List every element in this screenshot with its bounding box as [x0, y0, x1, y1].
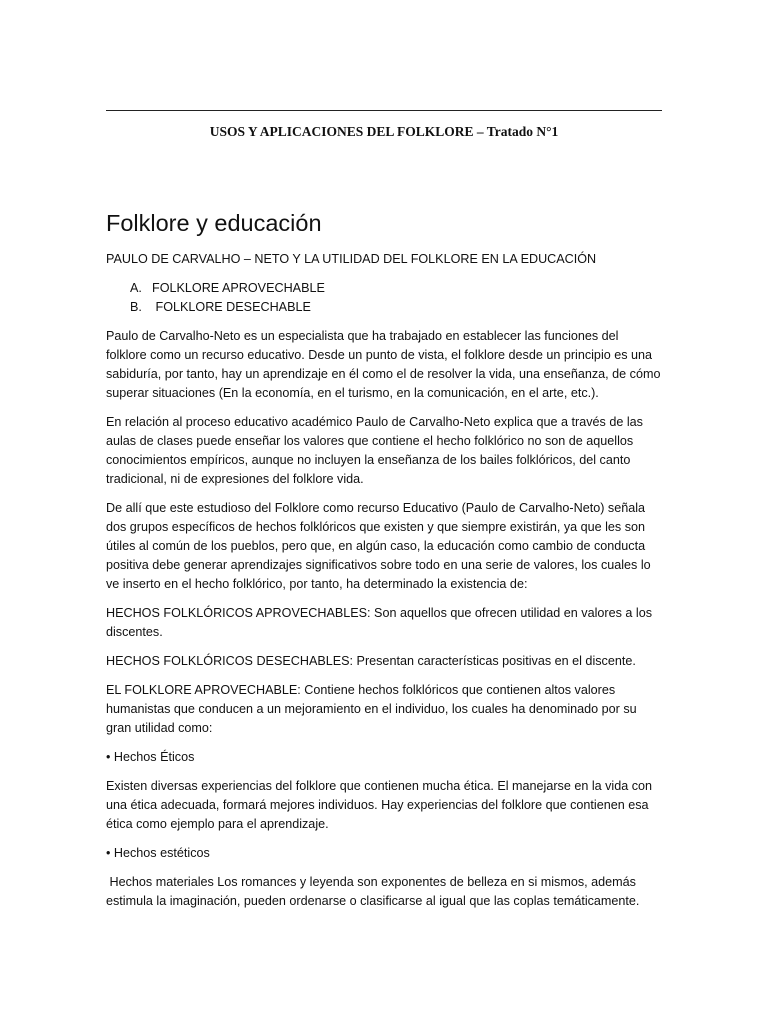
- list-marker: A.: [130, 281, 142, 295]
- list-item-text: FOLKLORE APROVECHABLE: [152, 281, 325, 295]
- paragraph: Existen diversas experiencias del folklore que contienen mucha ética. El manejarse en la vida con una ética adecuada, formará mejores individuos. Hay experiencias del folklore que contienen esa ética como ejemplo para el aprendizaje.: [106, 779, 653, 831]
- paragraph: HECHOS FOLKLÓRICOS APROVECHABLES: Son aquellos que ofrecen utilidad en valores a los discentes.: [106, 606, 652, 639]
- paragraph: Paulo de Carvalho-Neto es un especialista que ha trabajado en establecer las funciones del folklore como un recurso educativo. Desde un punto de vista, el folklore desde un principio es una sabiduría, por tanto, hay un aprendizaje en él como el de resolver la vida, una enseñanza, de cómo superar situaciones (En la economía, en el turismo, en la comunicación, en el arte, etc.).: [106, 329, 661, 400]
- paragraph: EL FOLKLORE APROVECHABLE: Contiene hechos folklóricos que contienen altos valores humanistas que conducen a un mejoramiento en el individuo, los cuales ha denominado por su gran utilidad como:: [106, 683, 637, 735]
- section-subtitle: PAULO DE CARVALHO – NETO Y LA UTILIDAD DEL FOLKLORE EN LA EDUCACIÓN: [106, 252, 597, 266]
- bullet-item: • Hechos Éticos: [106, 750, 195, 764]
- paragraph: Hechos materiales Los romances y leyenda son exponentes de belleza en si mismos, además estimula la imaginación, pueden ordenarse o clasificarse al igual que las coplas temáticamente.: [106, 875, 640, 908]
- list-item: [130, 298, 662, 317]
- section-heading: Folklore y educación: [106, 210, 322, 236]
- document-header: USOS Y APLICACIONES DEL FOLKLORE – Tratado N°1: [209, 124, 559, 139]
- paragraph: En relación al proceso educativo académico Paulo de Carvalho-Neto explica que a través de las aulas de clases puede enseñar los valores que contiene el hecho folklórico no son de aquellos conocimientos empíricos, aunque no incluyen la enseñanza de los bailes folklóricos, del canto tradicional, ni de expresiones del folklore vida.: [106, 415, 643, 486]
- bullet-item: • Hechos estéticos: [106, 846, 210, 860]
- category-list: [106, 279, 662, 317]
- paragraph: De allí que este estudioso del Folklore como recurso Educativo (Paulo de Carvalho-Neto) señala dos grupos específicos de hechos folklóricos que existen y que siempre existirán, ya que les son útiles al común de los pueblos, pero que, en algún caso, la educación como cambio de conducta positiva debe generar aprendizajes significativos sobre todo en una serie de valores, los cuales lo ve inserto en el hecho folklórico, por tanto, ha determinado la existencia de:: [106, 501, 651, 591]
- document-body: [106, 206, 662, 921]
- paragraph: HECHOS FOLKLÓRICOS DESECHABLES: Presentan características positivas en el discente.: [106, 654, 636, 668]
- header-rule: [106, 110, 662, 111]
- list-item: [130, 279, 662, 298]
- list-marker: B.: [130, 300, 142, 314]
- list-item-text: FOLKLORE DESECHABLE: [152, 300, 311, 314]
